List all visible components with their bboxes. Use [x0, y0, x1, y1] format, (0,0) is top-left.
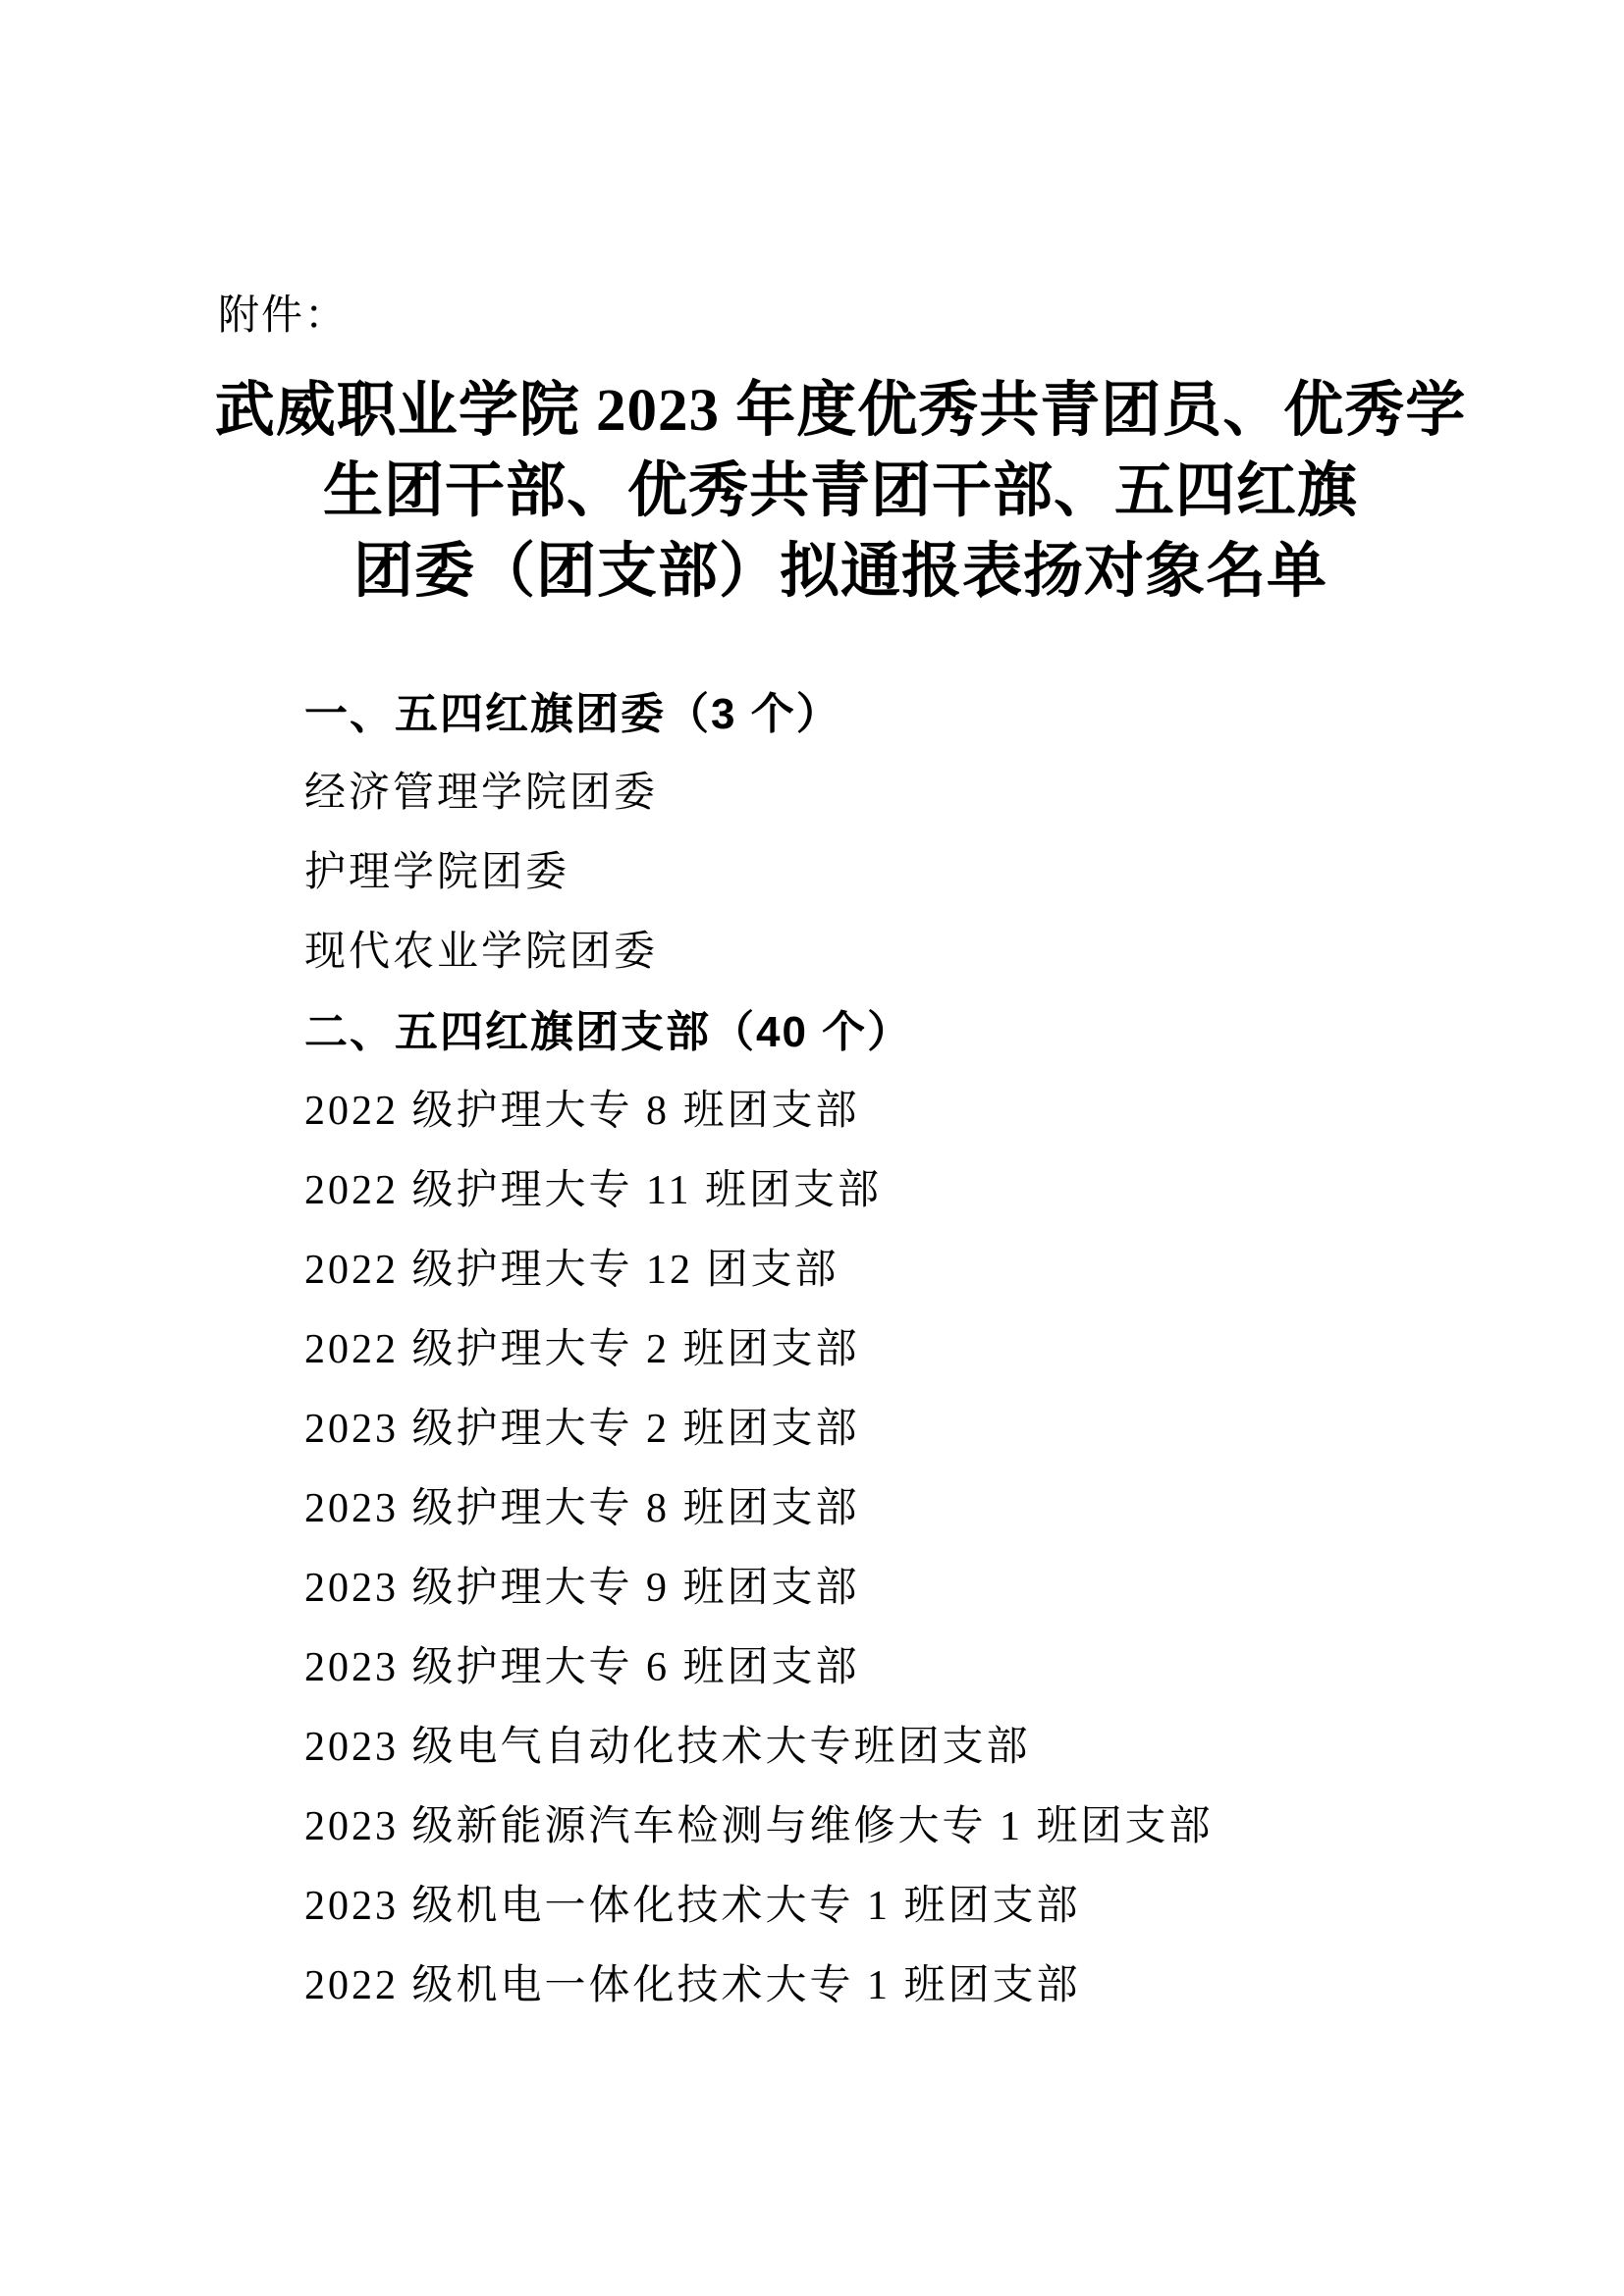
- document-body: [304, 674, 1384, 2026]
- list-item: 经济管理学院团委: [304, 771, 659, 816]
- list-item: 2023 级护理大专 8 班团支部: [304, 1486, 860, 1531]
- list-item: 2022 级护理大专 8 班团支部: [304, 1089, 860, 1134]
- list-item: 2022 级机电一体化技术大专 1 班团支部: [304, 1963, 1081, 2008]
- section-1-heading: 一、五四红旗团委（3 个）: [304, 690, 841, 738]
- list-item: 2022 级护理大专 11 班团支部: [304, 1168, 882, 1213]
- list-item: 2023 级护理大专 2 班团支部: [304, 1407, 860, 1452]
- title-line-3: 团委（团支部）拟通报表扬对象名单: [352, 539, 1327, 605]
- list-item: 2023 级机电一体化技术大专 1 班团支部: [304, 1884, 1081, 1929]
- list-item: 2023 级护理大专 9 班团支部: [304, 1566, 860, 1611]
- list-item: 2023 级电气自动化技术大专班团支部: [304, 1725, 1031, 1770]
- list-item: 2022 级护理大专 12 团支部: [304, 1248, 839, 1293]
- list-item: 2023 级护理大专 6 班团支部: [304, 1645, 860, 1690]
- attachment-label: 附件：: [218, 292, 349, 338]
- section-2-heading: 二、五四红旗团支部（40 个）: [304, 1008, 913, 1056]
- list-item: 护理学院团委: [304, 850, 570, 895]
- document-title: [98, 371, 1583, 613]
- list-item: 2023 级新能源汽车检测与维修大专 1 班团支部: [304, 1804, 1214, 1849]
- title-line-2: 生团干部、优秀共青团干部、五四红旗: [322, 458, 1358, 524]
- title-line-1: 武威职业学院 2023 年度优秀共青团员、优秀学: [214, 378, 1467, 444]
- list-item: 2022 级护理大专 2 班团支部: [304, 1327, 860, 1372]
- list-item: 现代农业学院团委: [304, 930, 659, 975]
